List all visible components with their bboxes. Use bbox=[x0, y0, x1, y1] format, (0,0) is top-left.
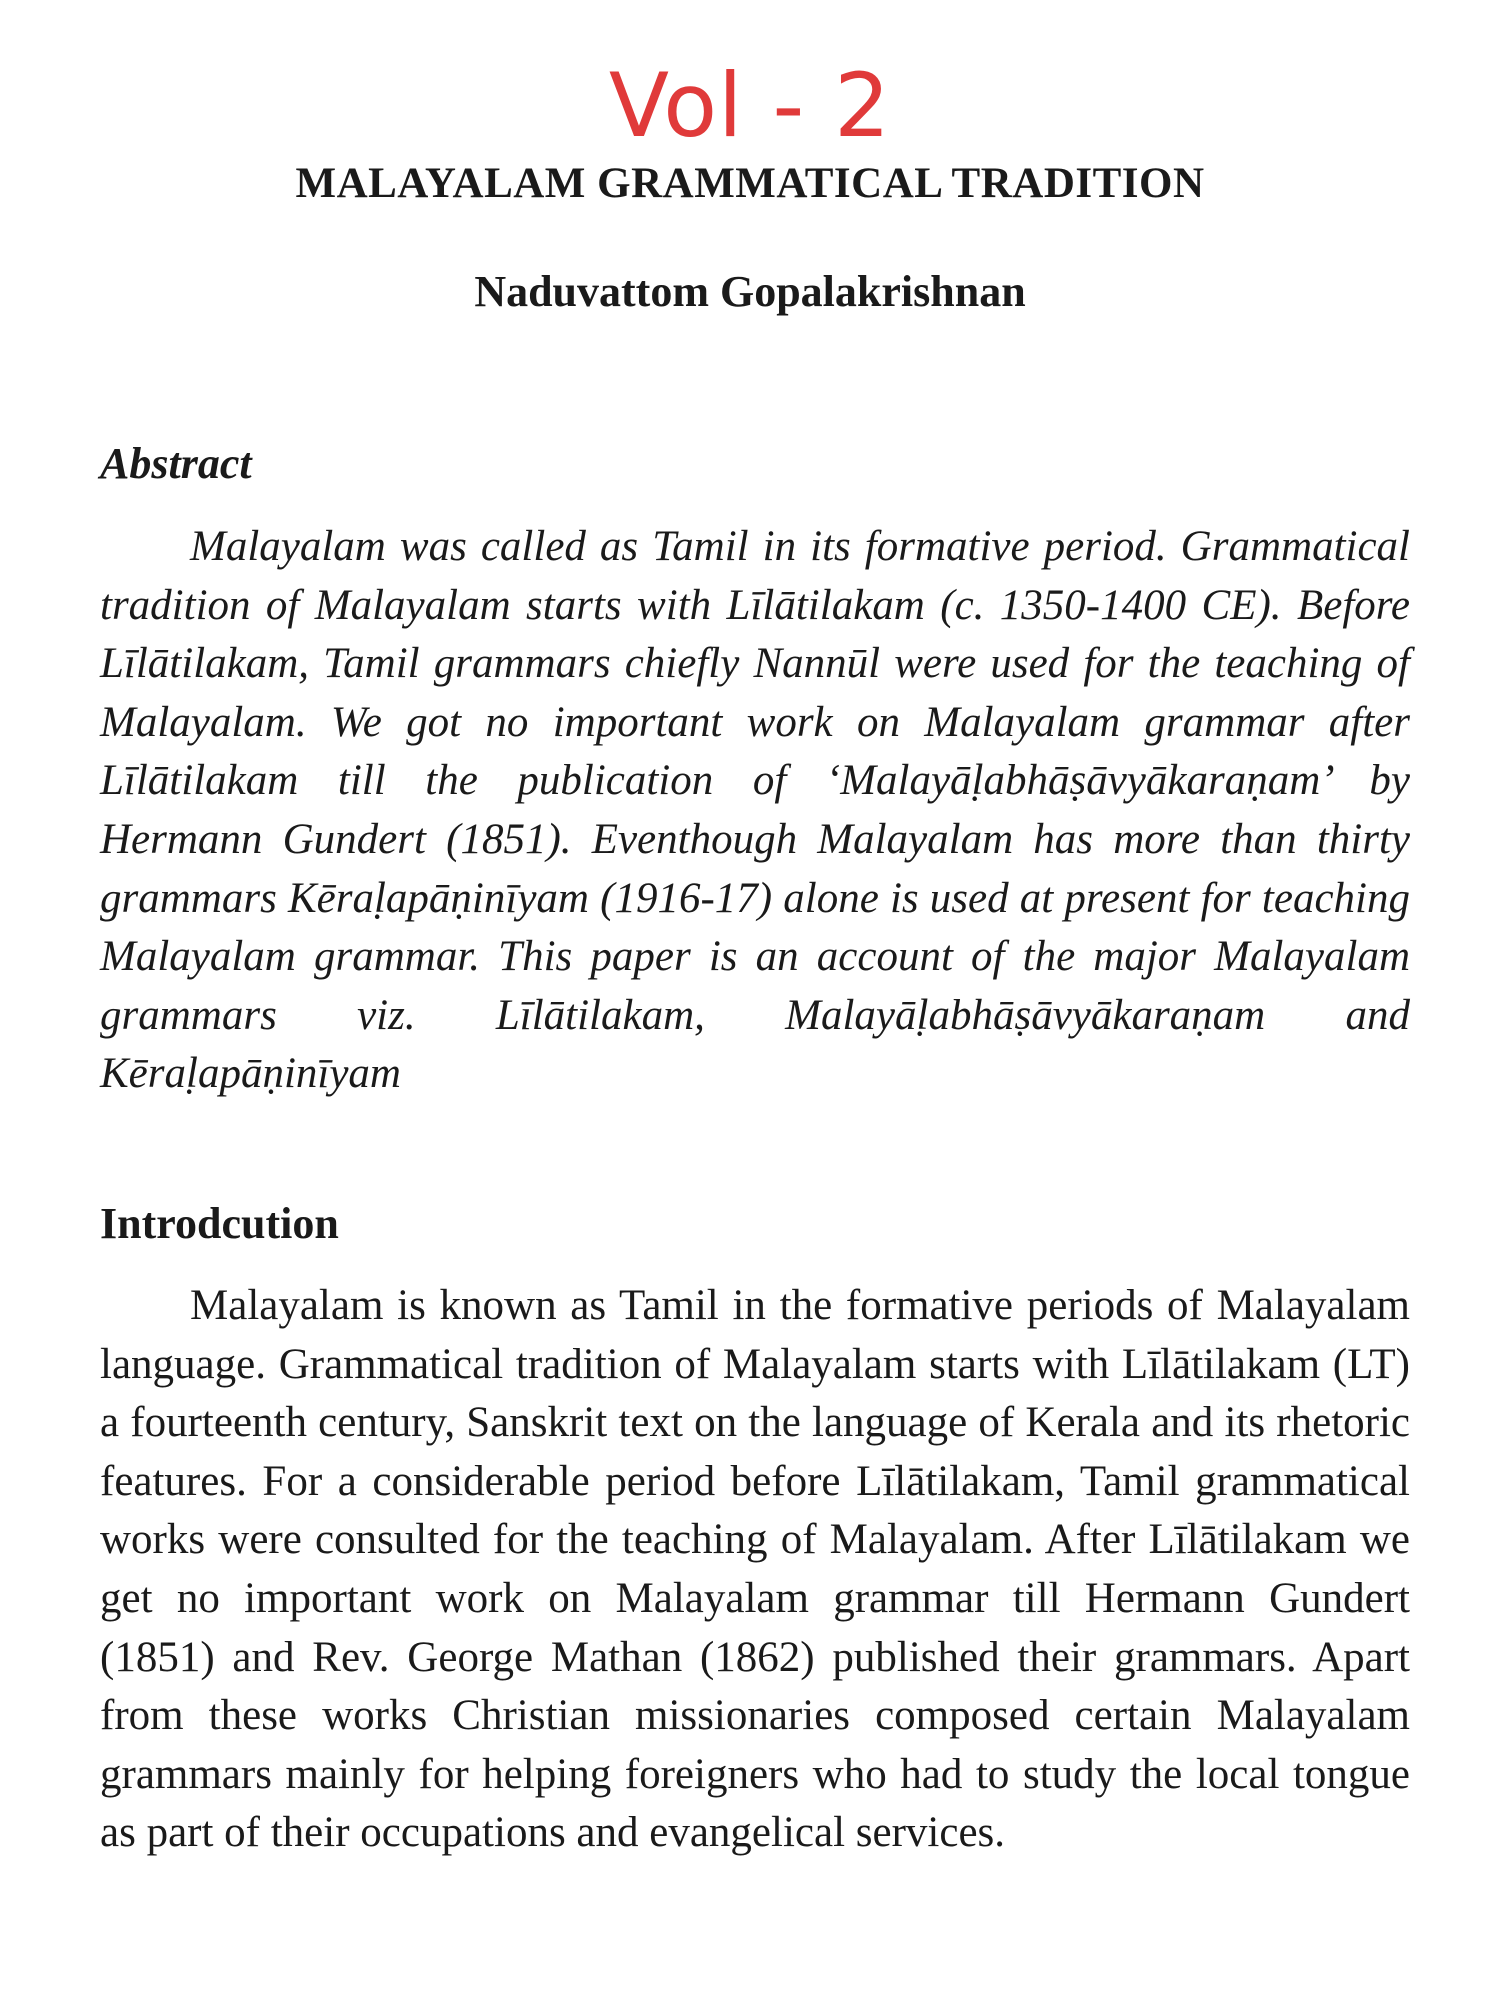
introduction-heading: Introdcution bbox=[100, 1199, 339, 1248]
introduction-body: Malayalam is known as Tamil in the formative periods of Malayalam language. Grammatical tradition of Malayalam starts with Līlātilakam (LT) a fourteenth century, Sanskrit text on the language of Kerala and its rhetoric features. For a considerable period before Līlātilakam, Tamil grammatical works were consulted for the teaching of Malayalam. After Līlātilakam we get no important work on Malayalam grammar till Hermann Gundert (1851) and Rev. George Mathan (1862) published their grammars. Apart from these works Christian missionaries composed certain Malayalam grammars mainly for helping foreigners who had to study the local tongue as part of their occupations and evangelical services. bbox=[100, 1282, 1410, 1857]
paper-title: MALAYALAM GRAMMATICAL TRADITION bbox=[295, 160, 1205, 207]
abstract-heading: Abstract bbox=[100, 439, 252, 488]
author-name: Naduvattom Gopalakrishnan bbox=[474, 267, 1026, 316]
volume-label: Vol - 2 bbox=[608, 54, 892, 157]
abstract-body: Malayalam was called as Tamil in its formative period. Grammatical tradition of Malayalam starts with Līlātilakam (c. 1350-1400 CE). Before Līlātilakam, Tamil grammars chiefly Nannūl were used for the teaching of Malayalam. We got no important work on Malayalam grammar after Līlātilakam till the publication of ‘Malayāḷabhāṣāvyākaraṇam’ by Hermann Gundert (1851). Eventhough Malayalam has more than thirty grammars Kēraḷapāṇinīyam (1916-17) alone is used at present for teaching Malayalam grammar. This paper is an account of the major Malayalam grammars viz. Līlātilakam, Malayāḷabhāṣāvyākaraṇam and Kēraḷapāṇinīyam bbox=[100, 523, 1410, 1098]
